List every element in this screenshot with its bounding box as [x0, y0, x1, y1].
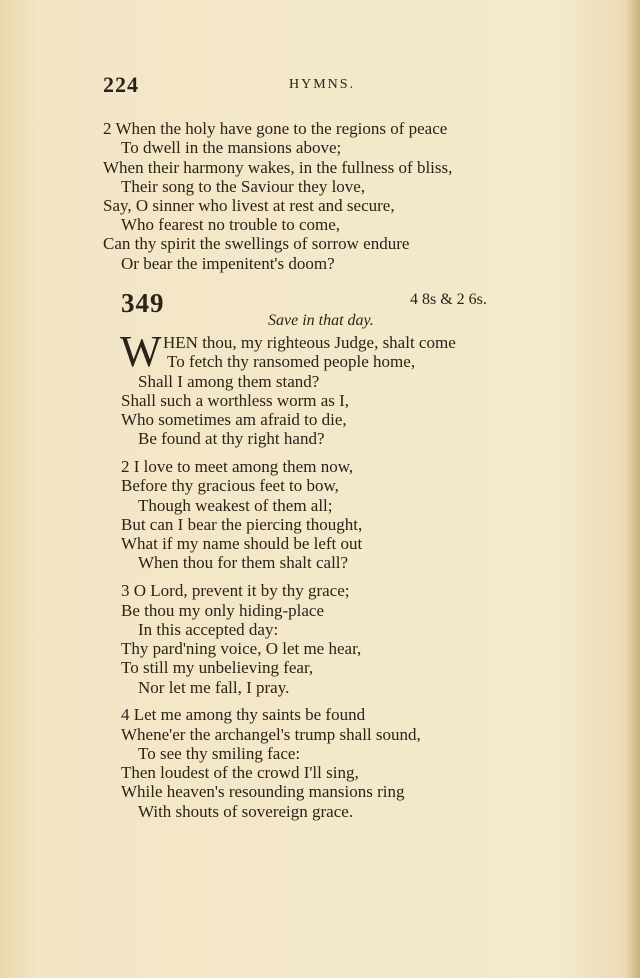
- verse-line: To dwell in the mansions above;: [121, 138, 342, 157]
- verse-line: Shall I among them stand?: [138, 372, 320, 391]
- verse-line: Who sometimes am afraid to die,: [121, 410, 347, 429]
- verse-line: When thou for them shalt call?: [138, 553, 349, 572]
- verse-line: Before thy gracious feet to bow,: [121, 476, 339, 495]
- verse-line: When their harmony wakes, in the fullness of bliss,: [103, 158, 453, 177]
- verse-line: 2 I love to meet among them now,: [121, 457, 354, 476]
- hymn-title: Save in that day.: [268, 312, 374, 329]
- verse-line: Can thy spirit the swellings of sorrow endure: [103, 234, 410, 253]
- page-header: [103, 72, 543, 98]
- verse-line: Whene'er the archangel's trump shall sound,: [121, 725, 421, 744]
- verse-line: Be thou my only hiding-place: [121, 601, 325, 620]
- verse-line: 4 Let me among thy saints be found: [121, 705, 366, 724]
- verse-line: Who fearest no trouble to come,: [121, 215, 341, 234]
- verse-line: 3 O Lord, prevent it by thy grace;: [121, 581, 350, 600]
- verse-line: Thy pard'ning voice, O let me hear,: [121, 639, 362, 658]
- verse-line: But can I bear the piercing thought,: [121, 515, 363, 534]
- verse-line: Or bear the impenitent's doom?: [121, 254, 335, 273]
- verse-line: Say, O sinner who livest at rest and secure,: [103, 196, 395, 215]
- page-edge-shadow: [626, 0, 640, 978]
- verse-line: To see thy smiling face:: [138, 744, 301, 763]
- hymn-number: 349: [121, 288, 165, 318]
- verse-line: While heaven's resounding mansions ring: [121, 782, 405, 801]
- verse-line: To still my unbelieving fear,: [121, 658, 314, 677]
- verse-line: Be found at thy right hand?: [138, 429, 325, 448]
- verse-line: With shouts of sovereign grace.: [138, 802, 354, 821]
- page-number: 224: [103, 72, 139, 97]
- verse-line: Then loudest of the crowd I'll sing,: [121, 763, 359, 782]
- verse-line: 2 When the holy have gone to the regions of peace: [103, 119, 448, 138]
- verse-line: What if my name should be left out: [121, 534, 363, 553]
- verse-line: To fetch thy ransomed people home,: [167, 352, 416, 371]
- verse-line: In this accepted day:: [138, 620, 279, 639]
- drop-cap: W: [120, 327, 162, 376]
- verse-line: Though weakest of them all;: [138, 496, 333, 515]
- verse-line: Nor let me fall, I pray.: [138, 678, 290, 697]
- verse-line: HEN thou, my righteous Judge, shalt come: [163, 333, 456, 352]
- hymn-meter: 4 8s & 2 6s.: [410, 291, 487, 308]
- verse-line: Their song to the Saviour they love,: [121, 177, 366, 196]
- running-head: HYMNS.: [289, 77, 356, 92]
- verse-line: Shall such a worthless worm as I,: [121, 391, 350, 410]
